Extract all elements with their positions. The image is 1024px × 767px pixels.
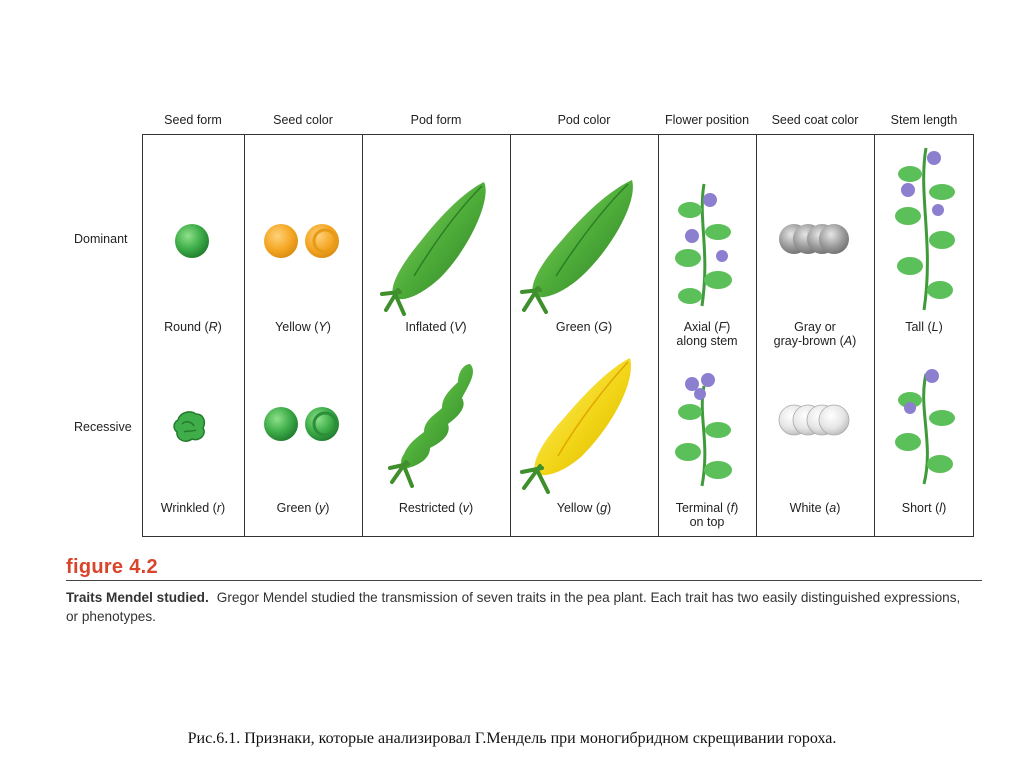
column-divider — [874, 134, 875, 537]
label-yellow-pod: Yellow (g) — [556, 501, 612, 515]
round-pea-icon — [172, 221, 212, 261]
column-divider — [362, 134, 363, 537]
inflated-pod-icon — [380, 178, 492, 318]
green-peas-icon — [261, 404, 345, 444]
label-round: Round (R) — [164, 320, 222, 334]
col-header-pod-color: Pod color — [557, 113, 611, 127]
col-header-pod-form: Pod form — [410, 113, 462, 127]
label-short: Short (l) — [901, 501, 947, 515]
gray-seeds-icon — [778, 221, 850, 257]
figure-caption — [66, 588, 966, 626]
restricted-pod-icon — [386, 358, 482, 492]
label-wrinkled: Wrinkled (r) — [160, 501, 226, 515]
row-label-dominant: Dominant — [74, 232, 128, 246]
column-divider — [244, 134, 245, 537]
label-white: White (a) — [789, 501, 841, 515]
figure-caption-body: Gregor Mendel studied the transmission of seven traits in the pea plant. Each trait has two easily distinguished expressions, or phenotypes. — [66, 590, 961, 624]
terminal-flowers-plant-icon — [668, 372, 738, 490]
col-header-seed-color: Seed color — [273, 113, 333, 127]
yellow-peas-icon — [261, 221, 345, 261]
axial-flowers-plant-icon — [668, 180, 738, 310]
label-green-seed: Green (y) — [276, 501, 330, 515]
label-axial: Axial (F) along stem — [676, 320, 738, 348]
figure-number: figure 4.2 — [66, 556, 158, 578]
label-inflated: Inflated (V) — [405, 320, 467, 334]
short-plant-icon — [888, 364, 962, 488]
column-divider — [510, 134, 511, 537]
figure-rule — [66, 580, 982, 581]
label-tall: Tall (L) — [905, 320, 943, 334]
label-green-pod: Green (G) — [555, 320, 613, 334]
col-header-seed-coat-color: Seed coat color — [771, 113, 859, 127]
label-terminal: Terminal (f) on top — [675, 501, 739, 529]
label-gray: Gray or gray-brown (A) — [773, 320, 857, 348]
green-pod-icon — [518, 176, 638, 316]
label-yellow-seed: Yellow (Y) — [275, 320, 331, 334]
white-seeds-icon — [778, 402, 850, 438]
col-header-stem-length: Stem length — [890, 113, 958, 127]
yellow-pod-icon — [518, 354, 638, 496]
tall-plant-icon — [888, 144, 962, 314]
label-restricted: Restricted (v) — [398, 501, 474, 515]
row-label-recessive: Recessive — [74, 420, 132, 434]
wrinkled-pea-icon — [170, 406, 210, 446]
col-header-flower-position: Flower position — [664, 113, 750, 127]
col-header-seed-form: Seed form — [164, 113, 222, 127]
figure-caption-title: Traits Mendel studied. — [66, 590, 209, 605]
slide-caption: Рис.6.1. Признаки, которые анализировал Г.Мендель при моногибридном скрещивании гороха. — [187, 730, 837, 747]
